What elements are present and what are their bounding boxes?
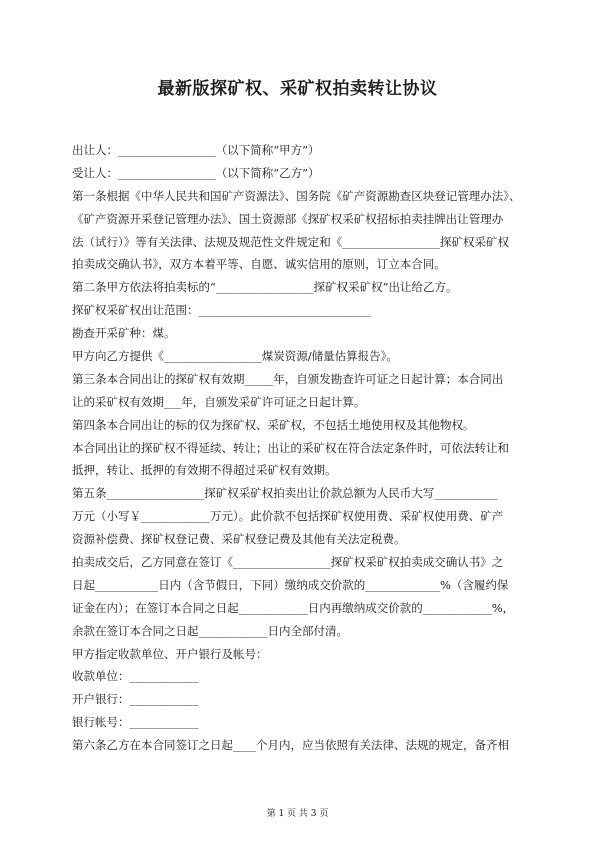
body-line: 银行帐号：____________	[72, 715, 199, 730]
body-line: 勘查开采矿种：煤。	[72, 326, 176, 341]
body-line: 让的采矿权有效期___年，自颁发采矿许可证之日起计算。	[72, 394, 366, 409]
body-line: 余款在签订本合同之日起____________日内全部付清。	[72, 623, 348, 638]
body-line: 第一条根据《中华人民共和国矿产资源法》、国务院《矿产资源勘查区块登记管理办法》、	[72, 188, 521, 203]
document-title: 最新版探矿权、采矿权拍卖转让协议	[157, 79, 438, 99]
body-line: 收款单位：____________	[72, 669, 199, 684]
body-line: 拍卖成交后，乙方同意在签订《_________________探矿权采矿权拍卖成交确认书》之	[72, 555, 504, 570]
body-line: 本合同出让的探矿权不得延续、转让；出让的采矿权在符合法定条件时，可依法转让和	[72, 440, 509, 455]
body-line: 第二条甲方依法将拍卖标的“_________________探矿权采矿权”出让给乙方。	[72, 280, 458, 295]
document-body	[72, 139, 527, 757]
body-line: 万元（小写￥____________万元）。此价款不包括探矿权使用费、采矿权使用费、矿产	[72, 509, 504, 524]
body-line: 第三条本合同出让的探矿权有效期_____年，自颁发勘查许可证之日起计算；本合同出	[72, 371, 504, 386]
body-line: 开户银行：____________	[72, 692, 199, 707]
body-line: 探矿权采矿权出让范围：______________________________	[72, 303, 371, 318]
body-line: 抵押，转让、抵押的有效期不得超过采矿权有效期。	[72, 463, 337, 478]
body-line: 证金在内）；在签订本合同之日起____________日内再缴纳成交价款的____________%，	[72, 600, 515, 615]
body-line: 第四条本合同出让的标的仅为探矿权、采矿权，不包括土地使用权及其他物权。	[72, 417, 475, 432]
body-line: 法（试行）》等有关法律、法规及规范性文件规定和《_________________探矿权采矿权	[72, 234, 509, 249]
page-footer: 第 1 页 共 3 页	[266, 809, 329, 819]
body-line: 第六条乙方在本合同签订之日起____个月内，应当依照有关法律、法规的规定，备齐相	[72, 738, 509, 753]
body-line: 出让人：_________________（以下简称“甲方”）	[72, 143, 320, 157]
body-line: 甲方向乙方提供《_________________煤炭资源/储量估算报告》。	[72, 349, 398, 364]
body-line: 日起___________日内（含节假日，下同）缴纳成交价款的_____________%（含履约保	[72, 577, 509, 592]
body-line: 甲方指定收款单位、开户银行及帐号：	[72, 646, 268, 661]
body-line: 第五条_________________探矿权采矿权拍卖出让价款总额为人民币大写___________	[72, 486, 498, 501]
body-line: 受让人：_________________（以下简称“乙方”）	[72, 165, 320, 180]
body-line: 拍卖成交确认书》，双方本着平等、自愿、诚实信用的原则，订立本合同。	[72, 257, 446, 272]
body-line: 《矿产资源开采登记管理办法》、国土资源部《探矿权采矿权招标拍卖挂牌出让管理办	[72, 211, 504, 226]
body-line: 资源补偿费、探矿权登记费、采矿权登记费及其他有关法定税费。	[72, 532, 406, 547]
